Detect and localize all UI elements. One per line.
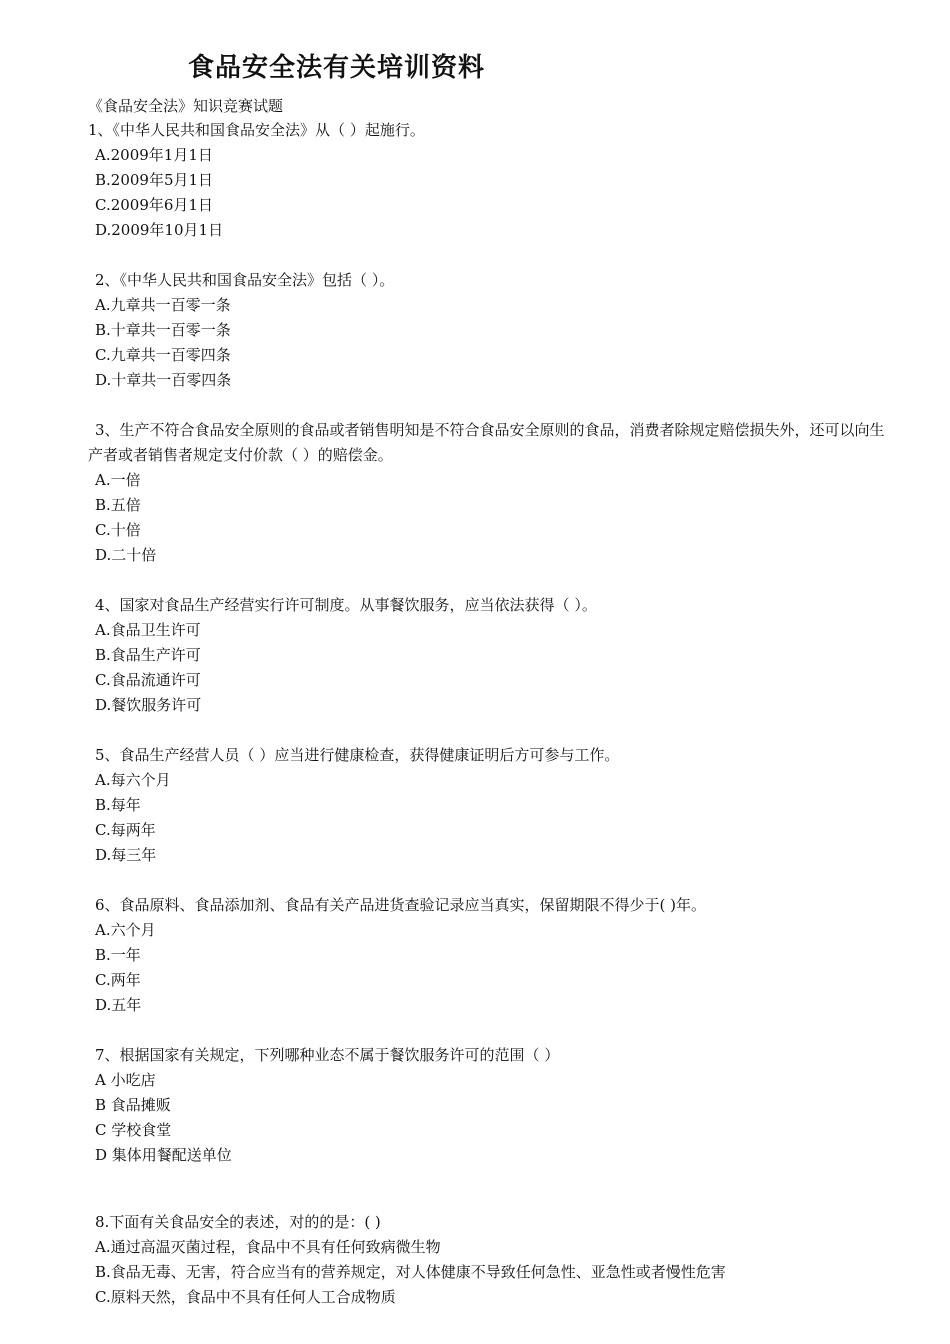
option-text: C.九章共一百零四条 (95, 346, 231, 364)
document-title: 食品安全法有关培训资料 (188, 53, 486, 83)
quiz-subtitle: 《食品安全法》知识竞赛试题 (88, 97, 284, 115)
option-text: A.食品卫生许可 (95, 621, 201, 639)
spacer (88, 868, 898, 893)
option-text: B.食品无毒、无害，符合应当有的营养规定，对人体健康不导致任何急性、亚急性或者慢性危害 (95, 1263, 726, 1281)
question-text: 1、《中华人民共和国食品安全法》从（ ）起施行。 (88, 121, 425, 139)
option-text: C.每两年 (95, 821, 156, 839)
option-text: D.二十倍 (95, 546, 157, 564)
option-text: A.六个月 (95, 921, 156, 939)
option-text: C.原料天然，食品中不具有任何人工合成物质 (95, 1288, 396, 1306)
option-text: D.五年 (95, 996, 142, 1014)
spacer (88, 568, 898, 593)
option-text: C.两年 (95, 971, 141, 989)
question-text: 3、生产不符合食品安全原则的食品或者销售明知是不符合食品安全原则的食品，消费者除规定赔偿损失外，还可以向生产者或者销售者规定支付价款（ ）的赔偿金。 (88, 421, 885, 464)
spacer (88, 393, 898, 418)
option-text: A.2009年1月1日 (95, 146, 213, 164)
spacer (88, 1018, 898, 1043)
option-text: C.食品流通许可 (95, 671, 201, 689)
option-text: B.十章共一百零一条 (95, 321, 231, 339)
option-text: B.2009年5月1日 (95, 171, 214, 189)
option-text: D.每三年 (95, 846, 157, 864)
option-text: B.一年 (95, 946, 141, 964)
option-text: A.九章共一百零一条 (95, 296, 231, 314)
option-text: C 学校食堂 (95, 1121, 172, 1139)
option-text: B 食品摊贩 (95, 1096, 171, 1114)
question-text: 2、《中华人民共和国食品安全法》包括（ ）。 (95, 271, 395, 289)
question-text: 6、食品原料、食品添加剂、食品有关产品进货查验记录应当真实，保留期限不得少于( )年。 (95, 896, 707, 914)
option-text: A.一倍 (95, 471, 141, 489)
question-text: 7、根据国家有关规定，下列哪种业态不属于餐饮服务许可的范围（ ） (95, 1046, 560, 1064)
option-text: B.五倍 (95, 496, 141, 514)
question-list (88, 118, 898, 1310)
question-text: 8.下面有关食品安全的表述，对的的是：( ) (95, 1213, 381, 1231)
option-text: B.每年 (95, 796, 141, 814)
question-text: 5、食品生产经营人员（ ）应当进行健康检查，获得健康证明后方可参与工作。 (95, 746, 620, 764)
option-text: A.通过高温灭菌过程，食品中不具有任何致病微生物 (95, 1238, 441, 1256)
option-text: D 集体用餐配送单位 (95, 1146, 232, 1164)
option-text: A.每六个月 (95, 771, 171, 789)
option-text: D.2009年10月1日 (95, 221, 224, 239)
option-text: A 小吃店 (95, 1071, 156, 1089)
spacer (88, 243, 898, 268)
question-text: 4、国家对食品生产经营实行许可制度。从事餐饮服务，应当依法获得（ ）。 (95, 596, 597, 614)
spacer (88, 1168, 898, 1210)
option-text: C.2009年6月1日 (95, 196, 213, 214)
option-text: C.十倍 (95, 521, 141, 539)
option-text: D.十章共一百零四条 (95, 371, 232, 389)
option-text: B.食品生产许可 (95, 646, 201, 664)
spacer (88, 718, 898, 743)
option-text: D.餐饮服务许可 (95, 696, 202, 714)
